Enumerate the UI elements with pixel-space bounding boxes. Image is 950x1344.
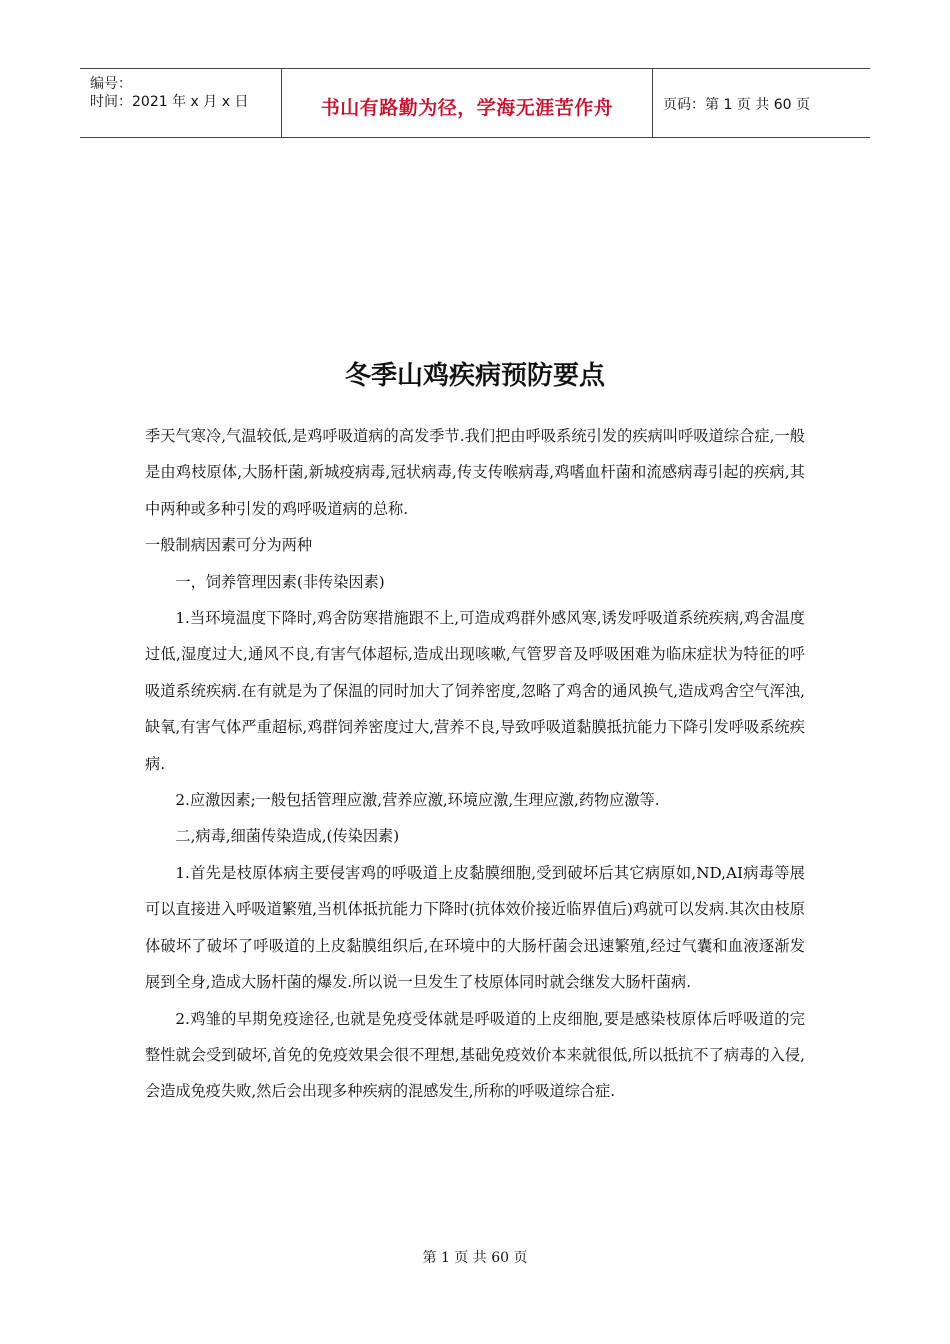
paragraph-management-1: 1.当环境温度下降时,鸡舍防寒措施跟不上,可造成鸡群外感风寒,诱发呼吸道系统疾病,鸡舍温度过低,湿度过大,通风不良,有害气体超标,造成出现咳嗽,气管罗音及呼吸困难为临床症状为特征的呼吸道系统疾病.在有就是为了保温的同时加大了饲养密度,忽略了鸡舍的通风换气,造成鸡舍空气浑浊,缺氧,有害气体严重超标,鸡群饲养密度过大,营养不良,导致呼吸道黏膜抵抗能力下降引发呼吸系统疾病. [145,609,805,773]
header-left-cell [80,69,282,137]
document-title: 冬季山鸡疾病预防要点 [344,361,605,391]
paragraph-factors: 一般制病因素可分为两种 [145,536,313,555]
header-table [80,68,870,138]
section-heading-management: 一，饲养管理因素(非传染因素) [175,572,385,591]
page-footer: 第 1 页 共 60 页 [422,1250,528,1266]
paragraph-management-2: 2.应激因素;一般包括管理应激,营养应激,环境应激,生理应激,药物应激等. [175,791,660,810]
page-info: 页码：第 1 页 共 60 页 [663,97,810,113]
paragraph-intro: 季天气寒冷,气温较低,是鸡呼吸道病的高发季节.我们把由呼吸系统引发的疾病叫呼吸道综合症,一般是由鸡枝原体,大肠杆菌,新城疫病毒,冠状病毒,传支传喉病毒,鸡嗜血杆菌和流感病毒引起的疾病,其中两种或多种引发的鸡呼吸道病的总称. [145,427,805,518]
header-page-cell [653,69,870,137]
section-heading-infection: 二,病毒,细菌传染造成,(传染因素) [175,827,400,846]
serial-label: 编号： [90,76,132,92]
paragraph-infection-2: 2.鸡雏的早期免疫途径,也就是免疫受体就是呼吸道的上皮细胞,要是感染枝原体后呼吸道的完整性就会受到破坏,首免的免疫效果会很不理想,基础免疫效价本来就很低,所以抵抗不了病毒的入侵,会造成免疫失败,然后会出现多种疾病的混感发生,所称的呼吸道综合症. [145,1009,805,1101]
document-body [145,418,805,1110]
paragraph-infection-1: 1.首先是枝原体病主要侵害鸡的呼吸道上皮黏膜细胞,受到破坏后其它病原如,ND,AI病毒等展可以直接进入呼吸道繁殖,当机体抵抗能力下降时(抗体效价接近临界值后)鸡就可以发病.其次由枝原体破坏了破坏了呼吸道的上皮黏膜组织后,在环境中的大肠杆菌会迅速繁殖,经过气囊和血液逐渐发展到全身,造成大肠杆菌的爆发.所以说一旦发生了枝原体同时就会继发大肠杆菌病. [145,863,805,992]
motto: 书山有路勤为径，学海无涯苦作舟 [320,97,614,119]
date-label: 时间：2021 年 x 月 x 日 [90,94,249,110]
header-motto-cell [282,69,653,137]
